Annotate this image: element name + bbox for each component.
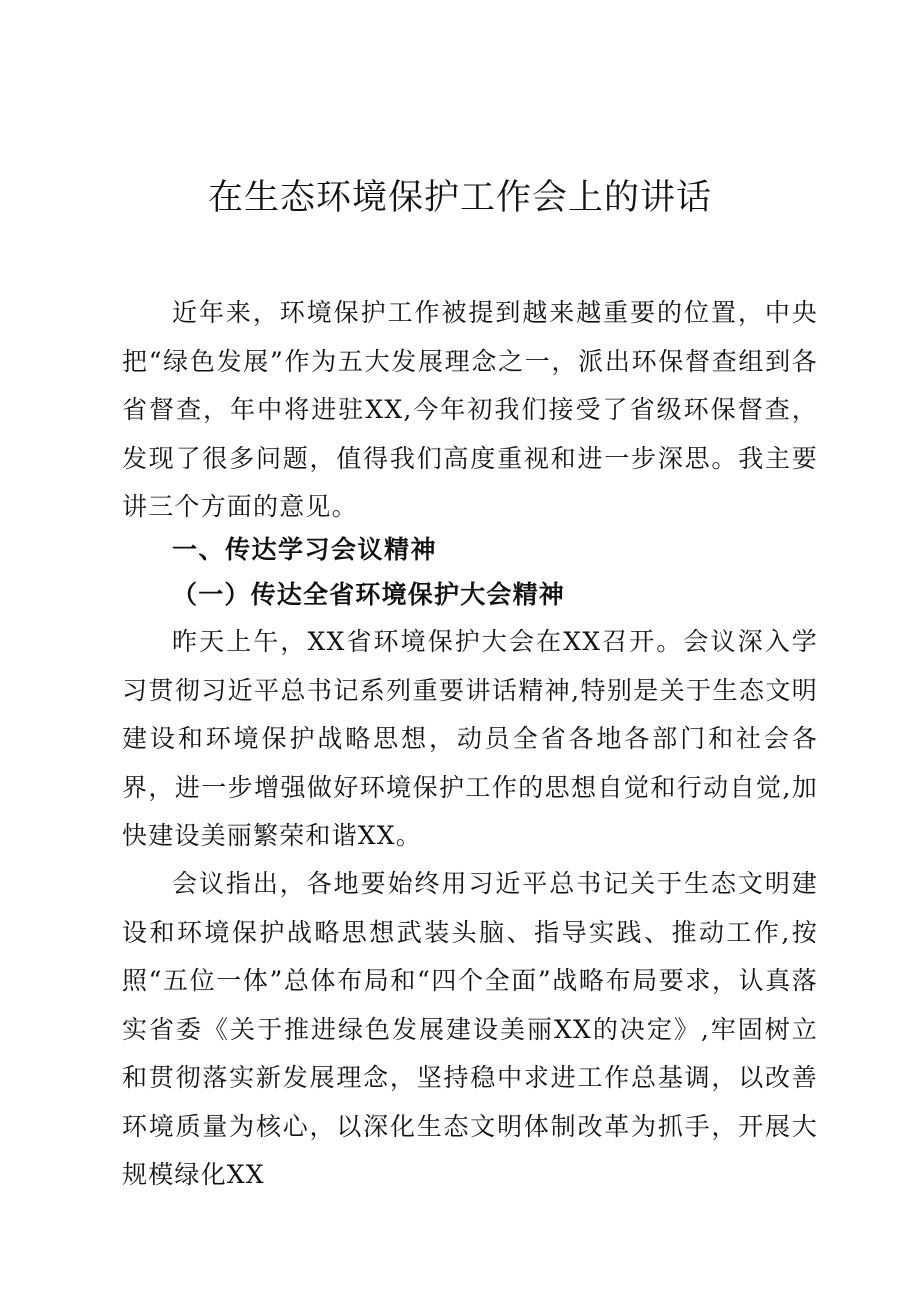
meeting-paragraph-2: 会议指出，各地要始终用习近平总书记关于生态文明建设和环境保护战略思想武装头脑、指导实践、推动工作,按照“五位一体”总体布局和“四个全面”战略布局要求，认真落实省委《关于推进绿色发展建设美丽XX的决定》,牢固树立和贯彻落实新发展理念，坚持稳中求进工作总基调，以改善环境质量为核心，以深化生态文明体制改革为抓手，开展大规模绿化XX <box>122 869 818 1189</box>
document-title: 在生态环境保护工作会上的讲话 <box>207 178 712 218</box>
intro-paragraph: 近年来，环境保护工作被提到越来越重要的位置，中央把“绿色发展”作为五大发展理念之一，派出环保督查组到各省督查，年中将进驻XX,今年初我们接受了省级环保督查，发现了很多问题，值得我们高度重视和进一步深思。我主要讲三个方面的意见。 <box>122 298 818 521</box>
subsection-heading: （一）传达全省环境保护大会精神 <box>172 580 566 609</box>
section-heading: 一、传达学习会议精神 <box>172 535 438 564</box>
meeting-paragraph-1: 昨天上午，XX省环境保护大会在XX召开。会议深入学习贯彻习近平总书记系列重要讲话精神,特别是关于生态文明建设和环境保护战略思想，动员全省各地各部门和社会各界，进一步增强做好环境保护工作的思想自觉和行动自觉,加快建设美丽繁荣和谐XX。 <box>122 627 818 850</box>
